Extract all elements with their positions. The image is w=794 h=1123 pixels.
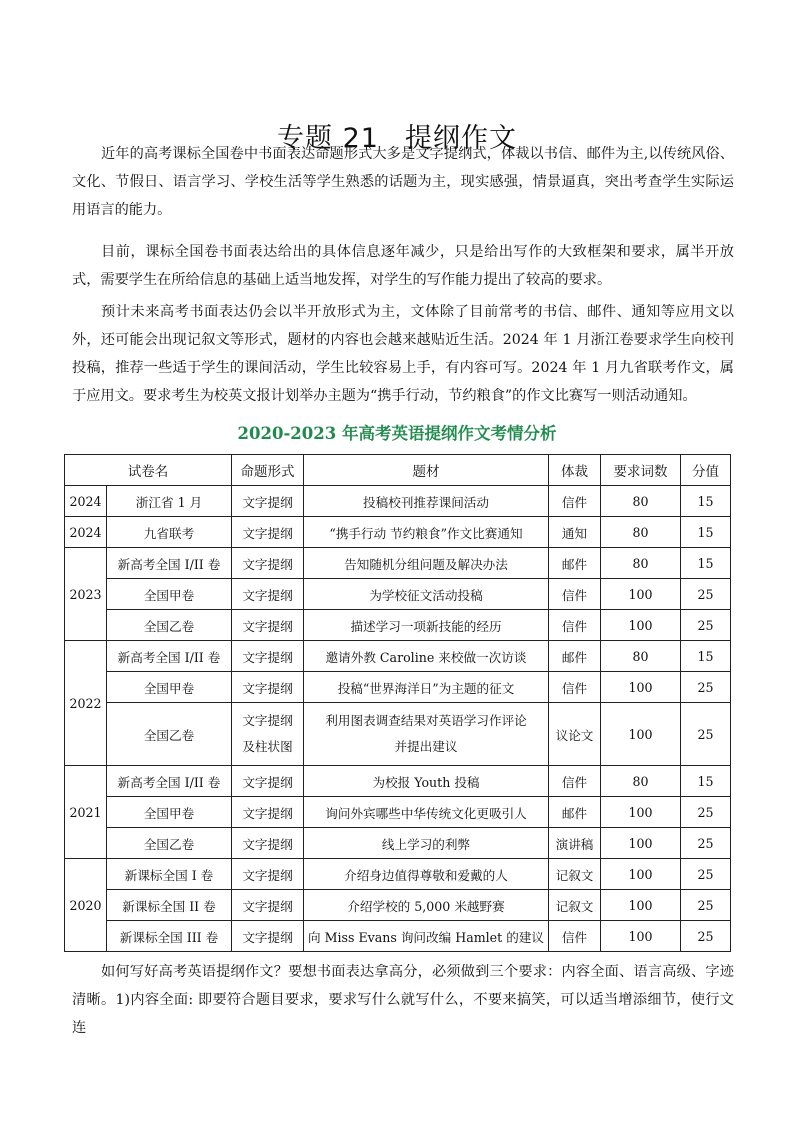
table-row: [65, 548, 731, 579]
outro-paragraph: 如何写好高考英语提纲作文？要想书面表达拿高分，必须做到三个要求：内容全面、语言高级、字迹清晰。1)内容全面: 即要符合题目要求，要求写什么就写什么，不要来搞笑，可以适当增添细节，使行文连: [72, 964, 734, 1036]
paper-cell: 全国乙卷: [107, 703, 232, 766]
form-cell: 文字提纲: [232, 921, 304, 952]
score-cell: 25: [681, 890, 731, 921]
score-cell: 25: [681, 672, 731, 703]
table-row: [65, 828, 731, 859]
genre-cell: 邮件: [549, 641, 601, 672]
form-cell: 文字提纲: [232, 859, 304, 890]
table-row: [65, 859, 731, 890]
year-cell: 2024: [65, 486, 107, 517]
words-cell: 100: [601, 921, 681, 952]
paper-cell: 全国甲卷: [107, 797, 232, 828]
score-cell: 15: [681, 486, 731, 517]
topic-line-2: 并提出建议: [394, 739, 458, 754]
words-cell: 100: [601, 579, 681, 610]
form-cell: 文字提纲: [232, 641, 304, 672]
header-topic: 题材: [304, 455, 549, 486]
topic-cell: 介绍身边值得尊敬和爱戴的人: [304, 859, 549, 890]
words-cell: 80: [601, 517, 681, 548]
paper-cell: 新课标全国 III 卷: [107, 921, 232, 952]
header-words: 要求词数: [601, 455, 681, 486]
paper-cell: 全国乙卷: [107, 828, 232, 859]
genre-cell: 信件: [549, 610, 601, 641]
words-cell: 100: [601, 890, 681, 921]
topic-cell: 描述学习一项新技能的经历: [304, 610, 549, 641]
topic-line-1: 利用图表调查结果对英语学习作评论: [325, 713, 527, 728]
score-cell: 15: [681, 548, 731, 579]
words-cell: 80: [601, 766, 681, 797]
form-line-2: 及柱状图: [242, 739, 293, 754]
topic-cell: 为校报 Youth 投稿: [304, 766, 549, 797]
paper-cell: 新高考全国 I/II 卷: [107, 641, 232, 672]
score-cell: 25: [681, 610, 731, 641]
paper-cell: 全国甲卷: [107, 579, 232, 610]
header-genre: 体裁: [549, 455, 601, 486]
intro-paragraph-3: 预计未来高考书面表达仍会以半开放形式为主，文体除了目前常考的书信、邮件、通知等应用文以外，还可能会出现记叙文等形式，题材的内容也会越来越贴近生活。2024 年 1 月浙江卷要求学生向校刊投稿，推荐一些适于学生的课间活动，学生比较容易上手，有内容可写。2024 年 1 月九省联考作文，属于应用文。要求考生为校英文报计划举办主题为“携手行动，节约粮食”的作文比赛写一则活动通知。: [72, 304, 734, 404]
form-cell: 文字提纲: [232, 548, 304, 579]
paper-cell: 新高考全国 I/II 卷: [107, 766, 232, 797]
intro-paragraph-2: 目前，课标全国卷书面表达给出的具体信息逐年减少，只是给出写作的大致框架和要求，属半开放式，需要学生在所给信息的基础上适当地发挥，对学生的写作能力提出了较高的要求。: [72, 244, 734, 288]
year-cell: 2022: [65, 641, 107, 766]
title-prefix: 专题 21: [277, 123, 379, 155]
score-cell: 15: [681, 517, 731, 548]
words-cell: 100: [601, 610, 681, 641]
words-cell: 100: [601, 672, 681, 703]
paper-cell: 新高考全国 I/II 卷: [107, 548, 232, 579]
table-row: [65, 921, 731, 952]
topic-cell: 投稿“世界海洋日”为主题的征文: [304, 672, 549, 703]
form-line-1: 文字提纲: [242, 713, 293, 728]
table-row: [65, 641, 731, 672]
genre-cell: 记叙文: [549, 890, 601, 921]
table-row: [65, 517, 731, 548]
table-row: [65, 672, 731, 703]
genre-cell: 信件: [549, 486, 601, 517]
form-cell: 文字提纲: [232, 517, 304, 548]
genre-cell: 邮件: [549, 797, 601, 828]
header-paper: 试卷名: [65, 455, 232, 486]
topic-cell: 向 Miss Evans 询问改编 Hamlet 的建议: [304, 921, 549, 952]
topic-cell: 询问外宾哪些中华传统文化更吸引人: [304, 797, 549, 828]
paper-cell: 九省联考: [107, 517, 232, 548]
form-cell: 文字提纲: [232, 766, 304, 797]
topic-cell: 为学校征文活动投稿: [304, 579, 549, 610]
paper-cell: 新课标全国 II 卷: [107, 890, 232, 921]
intro-paragraph-1: 近年的高考课标全国卷中书面表达命题形式大多是文字提纲式，体裁以书信、邮件为主,以传统风俗、文化、节假日、语言学习、学校生活等学生熟悉的话题为主，现实感强，情景逼真，突出考查学生实际运用语言的能力。: [72, 146, 734, 218]
genre-cell: 信件: [549, 579, 601, 610]
form-cell: 文字提纲: [232, 486, 304, 517]
genre-cell: 演讲稿: [549, 828, 601, 859]
form-cell: 文字提纲: [232, 672, 304, 703]
form-cell: 文字提纲: [232, 890, 304, 921]
topic-cell: “携手行动 节约粮食”作文比赛通知: [304, 517, 549, 548]
form-cell: 文字提纲: [232, 610, 304, 641]
form-cell: 文字提纲: [232, 579, 304, 610]
form-cell: [232, 703, 304, 766]
header-form: 命题形式: [232, 455, 304, 486]
genre-cell: 信件: [549, 921, 601, 952]
exam-analysis-table: [64, 454, 731, 952]
genre-cell: 议论文: [549, 703, 601, 766]
table-row: [65, 579, 731, 610]
score-cell: 25: [681, 859, 731, 890]
score-cell: 25: [681, 579, 731, 610]
header-score: 分值: [681, 455, 731, 486]
table-row: [65, 703, 731, 766]
table-row: [65, 610, 731, 641]
topic-cell: [304, 703, 549, 766]
paper-cell: 全国乙卷: [107, 610, 232, 641]
form-cell: 文字提纲: [232, 828, 304, 859]
year-cell: 2021: [65, 766, 107, 859]
form-cell: 文字提纲: [232, 797, 304, 828]
genre-cell: 信件: [549, 766, 601, 797]
words-cell: 100: [601, 703, 681, 766]
year-cell: 2020: [65, 859, 107, 952]
score-cell: 25: [681, 703, 731, 766]
score-cell: 15: [681, 766, 731, 797]
table-header-row: [65, 455, 731, 486]
topic-cell: 告知随机分组问题及解决办法: [304, 548, 549, 579]
words-cell: 80: [601, 486, 681, 517]
words-cell: 80: [601, 641, 681, 672]
topic-cell: 邀请外教 Caroline 来校做一次访谈: [304, 641, 549, 672]
words-cell: 100: [601, 828, 681, 859]
paper-cell: 全国甲卷: [107, 672, 232, 703]
score-cell: 15: [681, 641, 731, 672]
table-row: [65, 797, 731, 828]
table-row: [65, 766, 731, 797]
words-cell: 80: [601, 548, 681, 579]
paper-cell: 新课标全国 I 卷: [107, 859, 232, 890]
genre-cell: 信件: [549, 672, 601, 703]
genre-cell: 记叙文: [549, 859, 601, 890]
title-main: 提纲作文: [404, 123, 517, 155]
words-cell: 100: [601, 797, 681, 828]
genre-cell: 邮件: [549, 548, 601, 579]
score-cell: 25: [681, 828, 731, 859]
table-title: 2020-2023 年高考英语提纲作文考情分析: [237, 424, 557, 443]
words-cell: 100: [601, 859, 681, 890]
score-cell: 25: [681, 921, 731, 952]
year-cell: 2023: [65, 548, 107, 641]
topic-cell: 投稿校刊推荐课间活动: [304, 486, 549, 517]
score-cell: 25: [681, 797, 731, 828]
paper-cell: 浙江省 1 月: [107, 486, 232, 517]
table-row: [65, 890, 731, 921]
topic-cell: 线上学习的利弊: [304, 828, 549, 859]
table-row: [65, 486, 731, 517]
year-cell: 2024: [65, 517, 107, 548]
topic-cell: 介绍学校的 5,000 米越野赛: [304, 890, 549, 921]
genre-cell: 通知: [549, 517, 601, 548]
